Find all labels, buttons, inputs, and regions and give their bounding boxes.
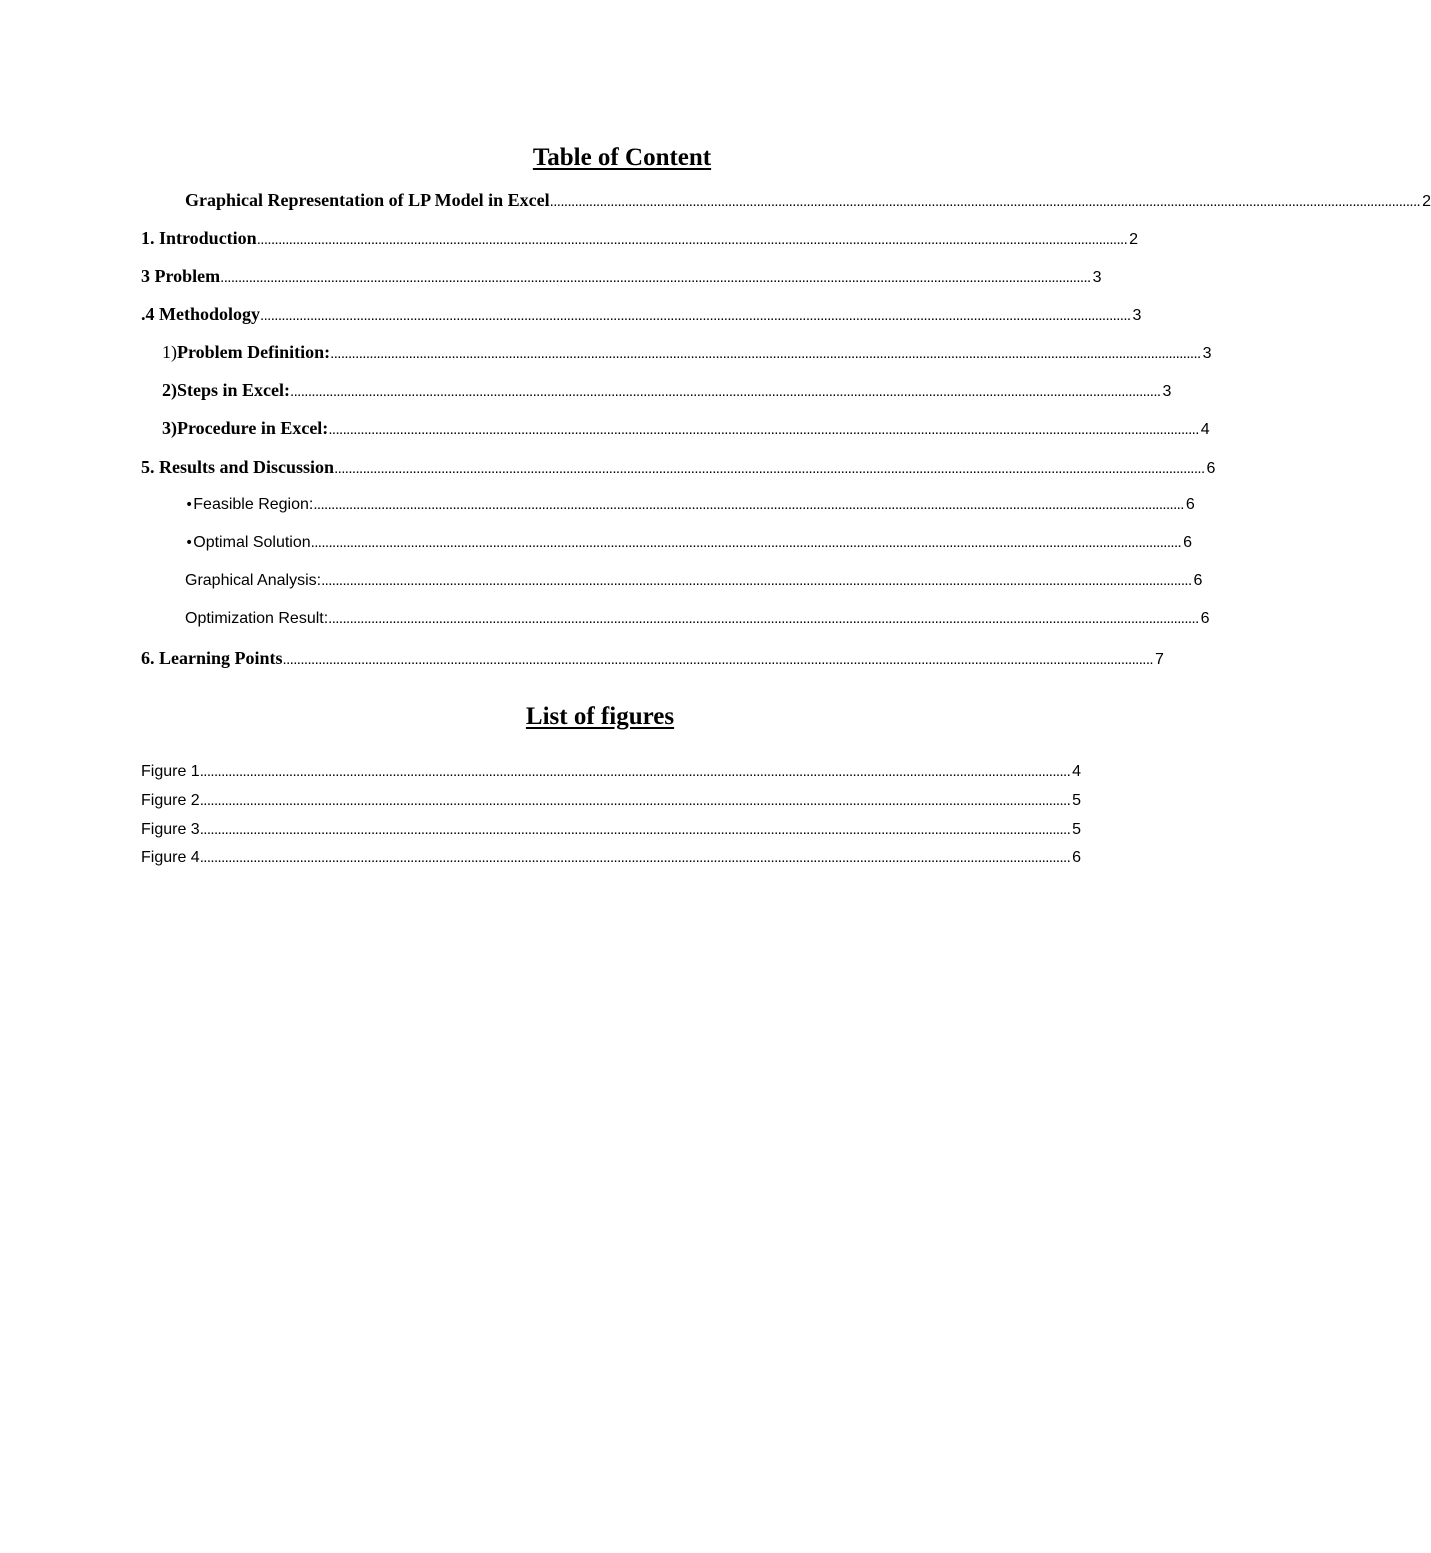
toc-entry-label: Feasible Region: xyxy=(193,496,314,513)
toc-entry-label: .4 Methodology xyxy=(141,304,260,324)
dot-leader: .................................................................................................................................................................................................................................................... xyxy=(313,496,1184,513)
figure-entry-page: 5 xyxy=(1072,821,1082,838)
dot-leader: .................................................................................................................................................................................................................................................... xyxy=(334,460,1205,477)
figure-entry-label: Figure 3 xyxy=(141,821,200,838)
toc-entry-label: 5. Results and Discussion xyxy=(141,457,335,477)
toc-entry-page: 6 xyxy=(1183,534,1193,551)
toc-entry-page: 7 xyxy=(1154,651,1164,668)
dot-leader: .................................................................................................................................................................................................................................................... xyxy=(328,421,1199,438)
toc-entry[interactable] xyxy=(162,340,1212,364)
dot-leader: .................................................................................................................................................................................................................................................... xyxy=(260,307,1131,324)
dot-leader: .................................................................................................................................................................................................................................................... xyxy=(330,345,1201,362)
toc-entry[interactable] xyxy=(185,188,1431,212)
dot-leader: .................................................................................................................................................................................................................................................... xyxy=(310,534,1182,551)
toc-entry-page: 2 xyxy=(1422,193,1431,210)
dot-leader: .................................................................................................................................................................................................................................................... xyxy=(549,193,1421,210)
toc-entry-label: Steps in Excel: xyxy=(177,380,291,400)
list-of-figures-heading: List of figures xyxy=(525,703,675,730)
toc-entry-page: 3 xyxy=(1132,307,1142,324)
figure-entry[interactable] xyxy=(141,760,1082,784)
toc-entry-label: 1. Introduction xyxy=(141,228,257,248)
dot-leader: .................................................................................................................................................................................................................................................... xyxy=(321,572,1192,589)
toc-entry-page: 3 xyxy=(1092,269,1102,286)
toc-entry[interactable] xyxy=(162,416,1210,440)
figure-entry-label: Figure 2 xyxy=(141,792,200,809)
dot-leader: .................................................................................................................................................................................................................................................... xyxy=(282,651,1153,668)
dot-leader: .................................................................................................................................................................................................................................................... xyxy=(199,821,1071,838)
toc-entry-label: 3 Problem xyxy=(141,266,221,286)
dot-leader: .................................................................................................................................................................................................................................................... xyxy=(220,269,1091,286)
toc-entry-page: 3 xyxy=(1202,345,1212,362)
toc-entry-page: 6 xyxy=(1206,460,1216,477)
dot-leader: .................................................................................................................................................................................................................................................... xyxy=(256,231,1128,248)
toc-entry[interactable] xyxy=(141,264,1102,288)
dot-leader: .................................................................................................................................................................................................................................................... xyxy=(328,610,1199,627)
figure-entry-page: 4 xyxy=(1072,763,1082,780)
toc-entry-page: 2 xyxy=(1129,231,1139,248)
dot-leader: .................................................................................................................................................................................................................................................... xyxy=(290,383,1161,400)
toc-entry-page: 6 xyxy=(1200,610,1210,627)
figure-entry[interactable] xyxy=(141,846,1082,870)
dot-leader: .................................................................................................................................................................................................................................................... xyxy=(199,849,1071,866)
toc-entry[interactable] xyxy=(185,569,1203,593)
figure-entry-label: Figure 4 xyxy=(141,849,200,866)
figure-entry-page: 6 xyxy=(1072,849,1082,866)
toc-entry[interactable] xyxy=(185,607,1210,631)
bullet-icon: • xyxy=(185,497,194,513)
toc-entry-label: Optimization Result: xyxy=(185,610,329,627)
figure-entry[interactable] xyxy=(141,789,1082,813)
toc-entry-number: 1) xyxy=(162,342,177,362)
figure-entry[interactable] xyxy=(141,818,1082,842)
dot-leader: .................................................................................................................................................................................................................................................... xyxy=(199,792,1071,809)
toc-entry[interactable] xyxy=(141,455,1216,479)
toc-entry-label: Optimal Solution xyxy=(193,534,311,551)
toc-entry-number: 2) xyxy=(162,380,177,400)
dot-leader: .................................................................................................................................................................................................................................................... xyxy=(199,763,1071,780)
toc-entry[interactable] xyxy=(141,646,1164,670)
toc-entry[interactable] xyxy=(141,226,1139,250)
toc-entry-label: Problem Definition: xyxy=(177,342,331,362)
toc-entry[interactable] xyxy=(141,302,1142,326)
toc-entry-label: Graphical Representation of LP Model in Excel xyxy=(185,190,550,210)
toc-entry-label: 6. Learning Points xyxy=(141,648,283,668)
toc-entry[interactable] xyxy=(162,378,1172,402)
toc-entry[interactable] xyxy=(185,531,1193,555)
toc-entry-page: 3 xyxy=(1162,383,1172,400)
toc-heading: Table of Content xyxy=(532,144,712,171)
figure-entry-page: 5 xyxy=(1072,792,1082,809)
toc-entry[interactable] xyxy=(185,493,1195,517)
toc-entry-page: 4 xyxy=(1200,421,1210,438)
toc-entry-page: 6 xyxy=(1193,572,1203,589)
toc-entry-page: 6 xyxy=(1185,496,1195,513)
figure-entry-label: Figure 1 xyxy=(141,763,200,780)
toc-entry-number: 3) xyxy=(162,418,177,438)
toc-entry-label: Procedure in Excel: xyxy=(177,418,329,438)
toc-entry-label: Graphical Analysis: xyxy=(185,572,322,589)
bullet-icon: • xyxy=(185,535,194,551)
